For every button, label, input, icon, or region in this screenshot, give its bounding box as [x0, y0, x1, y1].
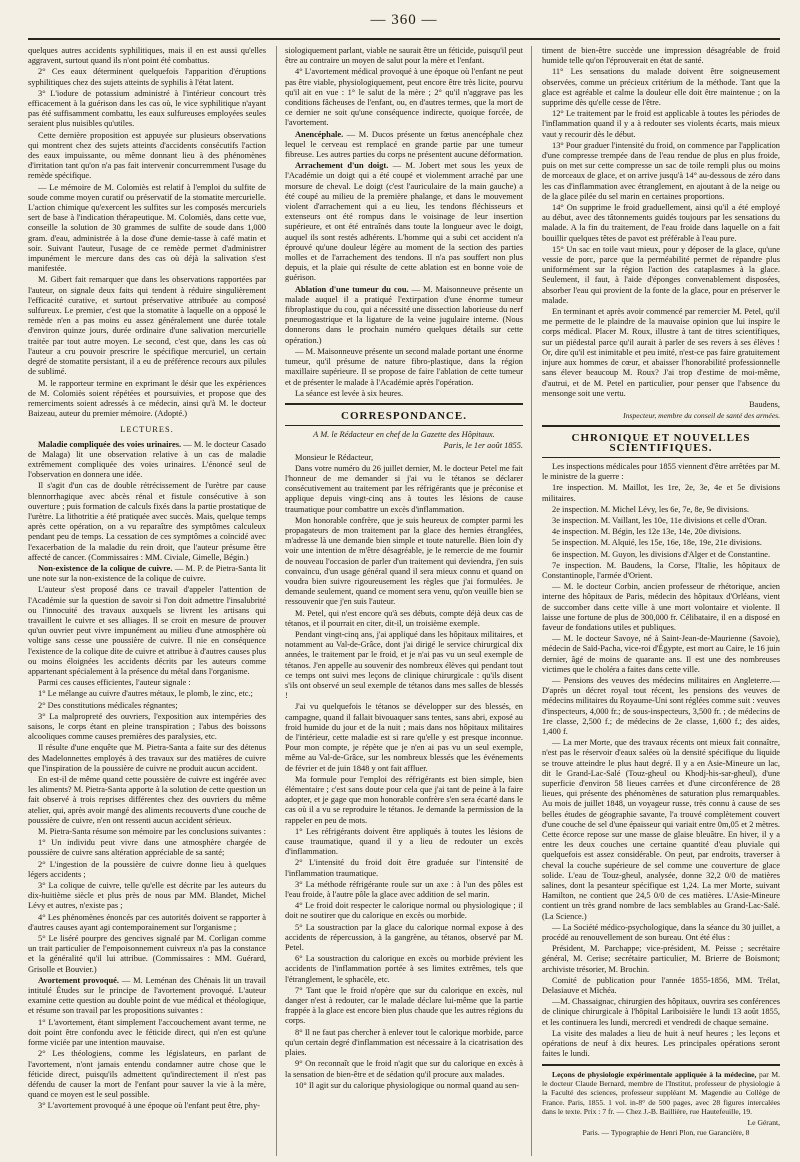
item-paragraph — [285, 285, 523, 346]
letter-paragraph: M. Petel, qui n'est encore qu'à ses débuts, compte déjà deux cas de tétanos, et il pourrait en citer, dit-il, un troisième exemple. — [285, 608, 523, 628]
letter-address: A M. le Rédacteur en chef de la Gazette des Hôpitaux. — [313, 430, 495, 440]
letter-salutation: Monsieur le Rédacteur, — [295, 452, 374, 462]
letter-paragraph: J'ai vu quelquefois le tétanos se développer sur des blessés, en campagne, quand il fallait bivouaquer sans tentes, sans abri, exposé au froid humide du jour et de la nuit ; mais dans nos hôpitaux militaires de l'intérieur, cette maladie est si rare qu'elle y est presque inconnue. Pour mon compte, je répète que je n'en ai pas vu un seul exemple, même au Val-de-Grâce, sur les nombreux blessés que les événements de février et de juin 1848 y ont fait affluer. — [285, 702, 523, 773]
lecture-paragraph — [28, 564, 266, 584]
paragraph: Cette dernière proposition est appuyée sur plusieurs observations qui montrent chez des sujets atteints d'accidents consécutifs l'action des eaux impuissante, ou même donnant lieu à des phénomènes d'irritation tant qu'on n'a pas fait intervenir concurremment l'usage du remède spécifique. — [28, 130, 266, 181]
section-heading-lectures: LECTURES. — [120, 425, 174, 435]
paragraph: M. Gibert fait remarquer que dans les observations rapportées par l'auteur, on signale deux faits qui tendent à réduire singulièrement l'efficacité curative, et surtout préservative attribuée au composé sulfureux. Le premier, c'est que la stomatite à laquelle on a opposé le remède n'en a pas moins eu assez généralement une durée totale d'environ quinze jours, durée ordinaire d'une salivation mercurielle traitée par tout autre moyen. Le second, c'est que, dans les cas où l'auteur a cru pouvoir prescrire le spécifique mercuriel, un certain degré de stomatite persistant, il a eu de préférence recours aux pilules de sublimé. — [28, 275, 266, 377]
paragraph: En est-il de même quand cette poussière de cuivre est ingérée avec les aliments? M. Pietra-Santa apporte à la solution de cette question un fait observé à trois reprises différentes chez des ouvriers du même atelier, qui, après avoir mangé des aliments recouverts d'une couche de poussière de cuivre, n'en ont ressenti aucun accident sérieux. — [28, 775, 266, 825]
paragraph: 1° Un individu peut vivre dans une atmosphère chargée de poussière de cuivre sans altération appréciable de sa santé; — [28, 838, 266, 858]
inspection-item: 5e inspection. M. Alquié, les 15e, 16e, 18e, 19e, 21e divisions. — [552, 538, 762, 548]
paragraph: 14° On supprime le froid graduellement, ainsi qu'il a été employé au début, avec des tâtonnements guidés toujours par les sensations du malade. A la fin du traitement, de l'eau froide dans laquelle on a fait bouillir quelques têtes de pavot est préférable à l'eau pure. — [542, 203, 780, 243]
letter-paragraph: 8° Il ne faut pas chercher à enlever tout le calorique morbide, parce qu'un certain degré d'inflammation est nécessaire à la cicatrisation des plaies. — [285, 1027, 523, 1058]
book-advert-text: par M. le docteur Claude Bernard, membre de l'Institut, professeur de physiologie à la Faculté des sciences, professeur suppléant M. Magendie au Collège de France. Paris, 1855. 1 vol. in-8° de 500 pages, avec 28 figures intercalées dans le texte. Prix : 7 fr. — Chez J.-B. Baillière, rue Hautefeuille, 19. — [542, 1069, 780, 1117]
letter-paragraph: 10° Il agit sur du calorique physiologique ou normal quand au sen- — [295, 1080, 520, 1090]
gerant-label: Le Gérant, — [747, 1117, 780, 1127]
section-divider — [285, 403, 523, 405]
inspection-item: 3e inspection. M. Vaillant, les 10e, 11e divisions et celle d'Oran. — [552, 515, 767, 525]
letter-paragraph: 3° La méthode réfrigérante roule sur un axe : à l'un des pôles est l'eau froide, à l'autre pôle la glace avec addition de sel marin. — [285, 879, 523, 900]
lecture-title: Non-existence de la colique de cuivre. — [38, 563, 173, 573]
page-header — [28, 0, 780, 40]
lecture-text: — M. Leménan des Chénais lit un travail intitulé Études sur le principe de l'avortement provoqué. L'auteur examine cette question au double point de vue médical et théologique, et résume son travail par les propositions suivantes : — [28, 975, 266, 1016]
item-title: Ablation d'une tumeur du cou. — [295, 284, 409, 294]
news-item: —M. Chassaignac, chirurgien des hôpitaux, ouvrira ses conférences de clinique chirurgicale à l'hôpital Lariboisière le lundi 13 août 1855, et les continuera les lundi, mercredi et vendredi de chaque semaine. — [542, 997, 780, 1027]
news-item: — M. le docteur Savoye, né à Saint-Jean-de-Maurienne (Savoie), médecin de Saïd-Pacha, vice-roi d'Égypte, est mort au Caire, le 16 juin dernier, âgé de moins de quarante ans. Il est une des nombreuses victimes que le choléra a faites dans cette ville. — [542, 634, 780, 674]
lecture-paragraph — [28, 976, 266, 1017]
paragraph: 1° L'avortement, étant simplement l'accouchement avant terme, ne doit point être confondu avec le féticide direct, qui n'en est qu'une forme viciée par une intention mauvaise. — [28, 1017, 266, 1048]
columns — [28, 46, 780, 1156]
letter-paragraph: 6° La soustraction du calorique en excès ou morbide prévient les accidents de l'inflammation portée à ses limites extrêmes, tels que l'étranglement, le sphacèle, etc. — [285, 954, 523, 984]
paragraph: M. Pietra-Santa résume son mémoire par les conclusions suivantes : — [38, 827, 266, 837]
letter-paragraph: Pendant vingt-cinq ans, j'ai appliqué dans les hôpitaux militaires, et notamment au Val-de-Grâce, dont j'ai dirigé le service chirurgical dix années, le traitement par le froid, et je n'ai pas vu un seul exemple de tétanos. J'en appelle au souvenir des nombreux élèves qui pendant tout ce temps ont suivi mes leçons de clinique chirurgicale : qu'ils disent s'ils ont observé un seul exemple de tétanos dans mes salles de blessés ! — [285, 629, 523, 701]
news-item: Comité de publication pour l'année 1855-1856, MM. Trélat, Delasiauve et Michéa. — [542, 975, 780, 996]
letter-paragraph: Ma formule pour l'emploi des réfrigérants est bien simple, bien élémentaire ; c'est sans doute pour cela que j'ai tant de peine à la faire adopter, et je gage que mon honorable confrère s'en sera écarté dans le cas où il a vu se reproduire le tétanos. Je demande la permission de la rappeler en peu de mots. — [285, 774, 523, 825]
paragraph: quelques autres accidents syphilitiques, mais il en est aussi qu'elles aggravent, surtout quand ils n'ont point été combattus. — [28, 46, 266, 66]
lecture-title: Maladie compliquée des voies urinaires. — [38, 439, 182, 449]
inspection-item: 4e inspection. M. Bégin, les 12e 13e, 14e, 20e divisions. — [552, 527, 742, 537]
paragraph: 3° La malpropreté des ouvriers, l'exposition aux intempéries des saisons, le corps étant en pleine transpiration ; l'abus des boissons alcooliques comme causes premières des paralysies, etc. — [28, 711, 266, 742]
letter-paragraph: 5° La soustraction par la glace du calorique normal expose à des accidents de répercussion, à la gangrène, au tétanos, observé par M. Petel. — [285, 922, 523, 953]
column-right — [542, 46, 780, 1156]
paragraph: Il s'agit d'un cas de double rétrécissement de l'urètre par cause blennorrhagique avec abcès rénal et fistule consécutive à son ouverture ; puis formation de calculs fixés dans la partie prostatique de l'urètre. La lithotritie a été pratiquée avec succès. Mais, quelque temps après cette opération, on a vu reparaître des symptômes calculeux pendant peu de temps. La cessation de ces symptômes a coïncidé avec l'exacerbation de la maladie du rein droit, que l'auteur présume être affecté de cancer. (Commissaires : MM. Civiale, Gimelle, Bégin.) — [28, 481, 266, 562]
letter-paragraph: 9° On reconnaît que le froid n'agit que sur du calorique en excès à la sensation de bien-être et de sédation qu'il procure aux malades. — [285, 1059, 523, 1079]
letter-paragraph: Dans votre numéro du 26 juillet dernier, M. le docteur Petel me fait l'honneur de me demander si j'ai vu le tétanos se déclarer consécutivement au traitement par les réfrigérants que je préconise et applique depuis vingt-cinq ans à toutes les lésions de cause traumatique pour combattre un excès d'inflammation. — [285, 463, 523, 514]
paragraph: 3° L'iodure de potassium administré à l'intérieur concourt très efficacement à la guérison dans les cas où, le vice syphilitique n'ayant pas été suffisamment combattu, les eaux sulfureuses employées seules seraient plus nuisibles qu'utiles. — [28, 88, 266, 129]
letter-date: Paris, le 1er août 1855. — [443, 441, 523, 451]
letter-paragraph: 7° Tant que le froid n'opère que sur du calorique en excès, nul danger n'est à redouter, car le malade déclare lui-même que la partie frappée à la glace est encore bien plus chaude que les autres régions du corps. — [285, 985, 523, 1026]
paragraph: 4° L'avortement médical provoqué à une époque où l'enfant ne peut pas être viable, physiologiquement, peut encore être très licite, pourvu qu'il ait en vue : 1° le salut de la mère ; 2° qu'il n'aggrave pas les conditions fâcheuses de l'enfant, ou, en d'autres termes, que la mort de ce dernier ne soit qu'une conséquence indirecte, quoique forcée, de l'avortement. — [285, 67, 523, 128]
paragraph: Parmi ces causes efficientes, l'auteur signale : — [38, 678, 191, 688]
paragraph: 2° L'ingestion de la poussière de cuivre donne lieu à quelques légers accidents ; — [28, 859, 266, 879]
lecture-paragraph — [28, 440, 266, 481]
paragraph: 13° Pour graduer l'intensité du froid, on commence par l'application d'une compresse trempée dans de l'eau rendue de plus en plus froide, puis on met sur cette compresse un sac de toile rempli plus ou moins de morceaux de glace, et on arrive jusqu'à 14° au-dessous de zéro dans les cas d'inflammation avec étranglement, en ajoutant à de la neige ou de la glace pilée du sel marin en certaines proportions. — [542, 140, 780, 201]
chronique-heading: CHRONIQUE ET NOUVELLES SCIENTIFIQUES. — [571, 431, 751, 454]
signature-title: Inspecteur, membre du conseil de santé des armées. — [623, 411, 780, 421]
lecture-text: — M. P. de Pietra-Santa lit une note sur la non-existence de la colique de cuivre. — [28, 563, 266, 584]
item-paragraph — [285, 161, 523, 283]
paragraph: 2° Ces eaux déterminent quelquefois l'apparition d'éruptions syphilitiques chez des sujets atteints de syphilis à l'état latent. — [28, 67, 266, 87]
paragraph: Les inspections médicales pour 1855 viennent d'être arrêtées par M. le ministre de la guerre : — [542, 461, 780, 482]
paragraph: 3° L'avortement provoqué à une époque où l'enfant peut être, phy- — [38, 1101, 260, 1111]
paragraph: 12° Le traitement par le froid est applicable à toutes les périodes de l'inflammation quand il y a à redouter ses violents écarts, mais mieux vaut y recourir dès le début. — [542, 109, 780, 139]
news-item: Président, M. Parchappe; vice-président, M. Peisse ; secrétaire général, M. Cerise; secrétaire particulier, M. Brierre de Boismont; archiviste trésorier, M. Brochin. — [542, 944, 780, 974]
paragraph: siologiquement parlant, viable ne saurait être un féticide, puisqu'il peut être au contraire un moyen de salut pour la mère et l'enfant. — [285, 46, 523, 66]
paragraph: L'auteur s'est proposé dans ce travail d'appeler l'attention de l'Académie sur la question de savoir si l'on doit admettre l'insalubrité ou l'innocuité des travaux auxquels se livrent les artisans qui travaillent le cuivre et ses alliages. Il se croit en mesure de prouver qu'un ouvrier peut vivre impunément au milieu d'une atmosphère où voltige sans cesse une poussière de cuivre. Il nie en conséquence l'existence de la colique dite de cuivre et attribue à d'autres causes plus ou moins éloignées les accidents décrits par les auteurs comme appartenant spécialement à la présence du métal dans l'organisme. — [28, 585, 266, 676]
section-divider — [542, 457, 780, 458]
column-left — [28, 46, 266, 1156]
paragraph: 2° Les théologiens, comme les législateurs, en parlant de l'avortement, n'ont jamais entendu condamner autre chose que le féticide direct, puisqu'ils admettent qu'indirectement il n'est pas défendu de causer la mort de l'enfant pour sauver la vie à la mère, quand ce moyen est le seul possible. — [28, 1049, 266, 1100]
item-text: — M. Maisonneuve présente un malade auquel il a pratiqué l'extirpation d'une énorme tumeur fibroplastique du cou, qui a nécessité une dissection laborieuse du nerf pneumogastrique et la ligature de la veine jugulaire interne. (Nous donnerons dans le prochain numéro quelques détails sur cette opération.) — [285, 284, 523, 345]
column-middle — [276, 46, 532, 1156]
book-advert-title: Leçons de physiologie expérimentale appliquée à la médecine, — [552, 1069, 757, 1079]
paragraph: 2° Des constitutions médicales régnantes; — [38, 700, 178, 710]
book-advert — [542, 1070, 780, 1117]
page-number: — 360 — — [370, 12, 438, 28]
news-item: La visite des malades a lieu de huit à neuf heures ; les leçons et opérations de neuf à dix heures. Les principales opérations seront faites le lundi. — [542, 1028, 780, 1059]
paragraph: 3° La colique de cuivre, telle qu'elle est décrite par les auteurs du dix-huitième siècle et plus près de nous par MM. Blandet, Michel Lévy et autres, n'existe pas ; — [28, 881, 266, 911]
inspection-item: 6e inspection. M. Guyon, les divisions d'Alger et de Constantine. — [552, 549, 771, 559]
lecture-title: Avortement provoqué. — [38, 975, 119, 985]
letter-paragraph: 2° L'intensité du froid doit être graduée sur l'intensité de l'inflammation traumatique. — [285, 858, 523, 878]
item-title: Arrachement d'un doigt. — [295, 161, 389, 171]
paragraph: M. le rapporteur termine en exprimant le désir que les expériences de M. Colomiès soient répétées et poursuivies, et propose que des remerciments soient adressés à ce médecin, ainsi qu'à M. le docteur Baizeau, auteur du premier mémoire. (Adopté.) — [28, 378, 266, 419]
correspondance-heading: CORRESPONDANCE. — [341, 409, 467, 422]
section-divider — [285, 425, 523, 426]
printer-line: Paris. — Typographie de Henri Plon, rue Garancière, 8 — [582, 1127, 750, 1137]
paragraph: 5° Le liséré pourpre des gencives signalé par M. Corligan comme un trait particulier de l'empoisonnement cuivreux n'a pas la constance et la généralité qu'il lui attribue. (Commissaires : MM. Guérard, Grisolle et Bouvier.) — [28, 934, 266, 974]
item-title: Anencéphale. — [295, 129, 344, 139]
news-item: — Pensions des veuves des médecins militaires en Angleterre.— D'après un décret royal tout récent, les pensions des veuves de médecins militaires du Royaume-Uni sont réglées comme suit : veuves d'inspecteurs, 4,000 fr.; de sous-inspecteurs, 3,500 fr. ; de médecins de 1re classe, 2,500 f.; de médecins de 2e classe, 1,600 f.; des aides, 1,400 f. — [542, 675, 780, 736]
paragraph: 15° Un sac en toile vaut mieux, pour y déposer de la glace, qu'une vessie de porc, parce que la perméabilité permet de répandre plus uniformément sur la région l'action des cataplasmes à la glace. Seulement, il faut, à l'aide d'éponges convenablement disposées, absorber l'eau qui provient de la fonte de la glace, pour en préserver le malade. — [542, 244, 780, 305]
paragraph: Il résulte d'une enquête que M. Pietra-Santa a faite sur des détenus des Madelonnettes employés à des travaux sur des matières de cuivre que l'inspiration de la poussière de cuivre ne produit aucun accident. — [28, 743, 266, 773]
paragraph: — M. Maisonneuve présente un second malade portant une énorme tumeur, qu'il présume de nature fibro-plastique, dans la région maxillaire supérieure. Il se propose de faire l'ablation de cette tumeur et de présenter le malade à l'Académie après l'opération. — [285, 346, 523, 387]
news-item: — La Société médico-psychologique, dans la séance du 30 juillet, a procédé au renouvellement de son bureau. Ont été élus : — [542, 922, 780, 943]
adjourn-text: La séance est levée à six heures. — [295, 388, 404, 398]
letter-paragraph: Mon honorable confrère, que je suis heureux de compter parmi les propagateurs de mon traitement par la glace des hernies étranglées, m'adresse là une demande bien simple et toute naturelle. Bien loin d'y voir une intention de m'être désagréable, je le remercie de me fournir de nouveau l'occasion de parler d'un traitement qui deviendra, j'en suis convaincu, d'un usage général quand il sera mieux connu et quand on voudra bien suivre rigoureusement les règles que j'ai formulées. Je demande seulement, quand ce moment sera venu, qu'on veuille bien se ressouvenir que j'en suis l'auteur. — [285, 515, 523, 607]
section-divider — [542, 425, 780, 427]
paragraph: 4° Les phénomènes énoncés par ces autorités doivent se rapporter à d'autres causes ayant agi contemporainement sur l'organisme ; — [28, 912, 266, 932]
item-text: — M. Jobert met sous les yeux de l'Académie un doigt qui a été coupé et violemment arraché par une morsure de cheval. Le doigt (c'est l'auriculaire de la main gauche) a été coupé au milieu de la première phalange, et dans le mouvement violent d'arrachement qui a eu lieu, les tendons fléchisseurs et extenseurs ont été rompus dans le voisinage de leur insertion supérieure, et ont été entraînés dans toute la longueur avec le doigt, auquel ils sont restés adhérents. L'homme qui a subi cet accident n'a éprouvé qu'une douleur légère au moment de la section des parties molles et de l'arrachement des tendons. Il n'a pas souffert non plus depuis, et la plaie qui résulte de cette ablation est en bonne voie de guérison. — [285, 161, 523, 283]
letter-paragraph: 1° Les réfrigérants doivent être appliqués à toutes les lésions de cause traumatique, quand il y a lieu de redouter un excès d'inflammation. — [285, 826, 523, 857]
lecture-text: — M. le docteur Casado de Malaga) lit une observation relative à un cas de maladie extrêmement compliquée des voies urinaires. L'énoncé seul de l'observation en donnera une idée. — [28, 439, 266, 480]
item-paragraph — [285, 130, 523, 161]
paragraph: En terminant et après avoir commencé par remercier M. Petel, qu'il me permette de le plaindre de la mauvaise opinion que lui inspire le corps médical. Placer M. Roux, illustre à tant de titres scientifiques, sur un piédestal parce qu'il aurait à parler de ses revers à ses élèves ! Or, dire qu'il est inimitable et peu imité, n'est-ce pas faire gratuitement injure aux hommes de cœur, et abaisser l'honorabilité professionnelle sans élever beaucoup M. Roux? J'ai trop d'estime de moi-même, d'autrui, et de M. Petel en particulier, pour penser que l'absence du mensonge soit une vertu. — [542, 307, 780, 398]
letter-paragraph: 4° Le froid doit respecter le calorique normal ou physiologique ; il doit ne soutirer que du calorique en excès ou morbide. — [285, 901, 523, 921]
news-item: — La mer Morte, que des travaux récents ont mieux fait connaître, n'est pas le réservoir d'eaux salées où la densité spécifique du liquide se trouve atteindre le plus haut degré. Il y a en Asie-Mineure un lac, dit le Grand-Lac-Salé (Touz-gheul ou Khodj-his-sar-gheul), d'une superficie d'environ 58 lieues carrées et d'une circonférence de 28 lieues, qui présente des phénomènes de saturation plus remarquables. Au mois de juillet 1848, un voyageur russe, très connu à cause de ses belles études de géographie savante, l'a trouvé complètement couvert d'une couche de sel d'une épaisseur qui variait entre 0m,05 et 2 mètres. Cette écorce repose sur une masse de glaise bleuâtre. En hiver, il y a entre les deux couches une certaine quantité d'eau pluviale qui quelquefois est assez considérable. On peut, par endroits, traverser à cheval la couche supérieure de sel comme une couverture de glace solide. L'eau de Touz-gheul, analysée, donne 32,2 0/0 de matières salines, dont la pesanteur spécifique est 1,24. La mer Morte, suivant Hamilton, ne contient que 24,5 0/0 de ces matières. L'Asie-Mineure contient un très grand nombre de lacs semblables au Grand-Lac-Salé. (La Science.) — [542, 738, 780, 921]
paragraph: timent de bien-être succède une impression désagréable de froid humide telle qu'on l'éprouverait en état de santé. — [542, 46, 780, 66]
inspection-item: 7e inspection. M. Baudens, la Corse, l'Italie, les hôpitaux de Constantinople, l'armée d'Orient. — [542, 560, 780, 580]
inspection-item: 2e inspection. M. Michel Lévy, les 6e, 7e, 8e, 9e divisions. — [552, 504, 749, 514]
news-item: — M. le docteur Corbin, ancien professeur de rhétorique, ancien interne des hôpitaux de Paris, médecin des hôpitaux d'Orléans, vient de succomber dans cette ville à une mort volontaire et violente. Il laisse une fortune de plus de 300,000 fr. Célibataire, il en a disposé en faveur de fondations utiles et publiques. — [542, 582, 780, 632]
inspection-item: 1re inspection. M. Maillot, les 1re, 2e, 3e, 4e et 5e divisions militaires. — [542, 483, 780, 503]
section-divider — [542, 1064, 780, 1066]
paragraph: 1° Le mélange au cuivre d'autres métaux, le plomb, le zinc, etc.; — [38, 689, 253, 699]
paragraph: 11° Les sensations du malade doivent être soigneusement observées, comme un précieux critérium de la méthode. Tant que la glace est agréable et calme la douleur elle doit être maintenue ; on la supprime dès qu'elle cesse de l'être. — [542, 67, 780, 108]
paragraph: — Le mémoire de M. Colomiès est relatif à l'emploi du sulfite de soude comme moyen curatif ou préservatif de la stomatite mercurielle. L'action chimique qu'exercent les sulfites sur les composés mercuriels sert de base à l'indication thérapeutique. M. Colomiès, dans cette vue, conseille la solution de 30 grammes de sulfite de soude dans 1,000 gram. d'eau, administrée à la dose d'une demie-tasse à café matin et soir. Suivant l'auteur, l'usage de ce remède permet d'administrer impunément le mercure dans des cas où déjà la salivation s'est manifestée. — [28, 182, 266, 274]
item-text: — M. Ducos présente un fœtus anencéphale chez lequel le cerveau est remplacé en grande partie par une tumeur fibreuse. Les autres parties du corps ne présentent aucune déformation. — [285, 129, 524, 160]
signature-name: Baudens, — [749, 399, 780, 409]
